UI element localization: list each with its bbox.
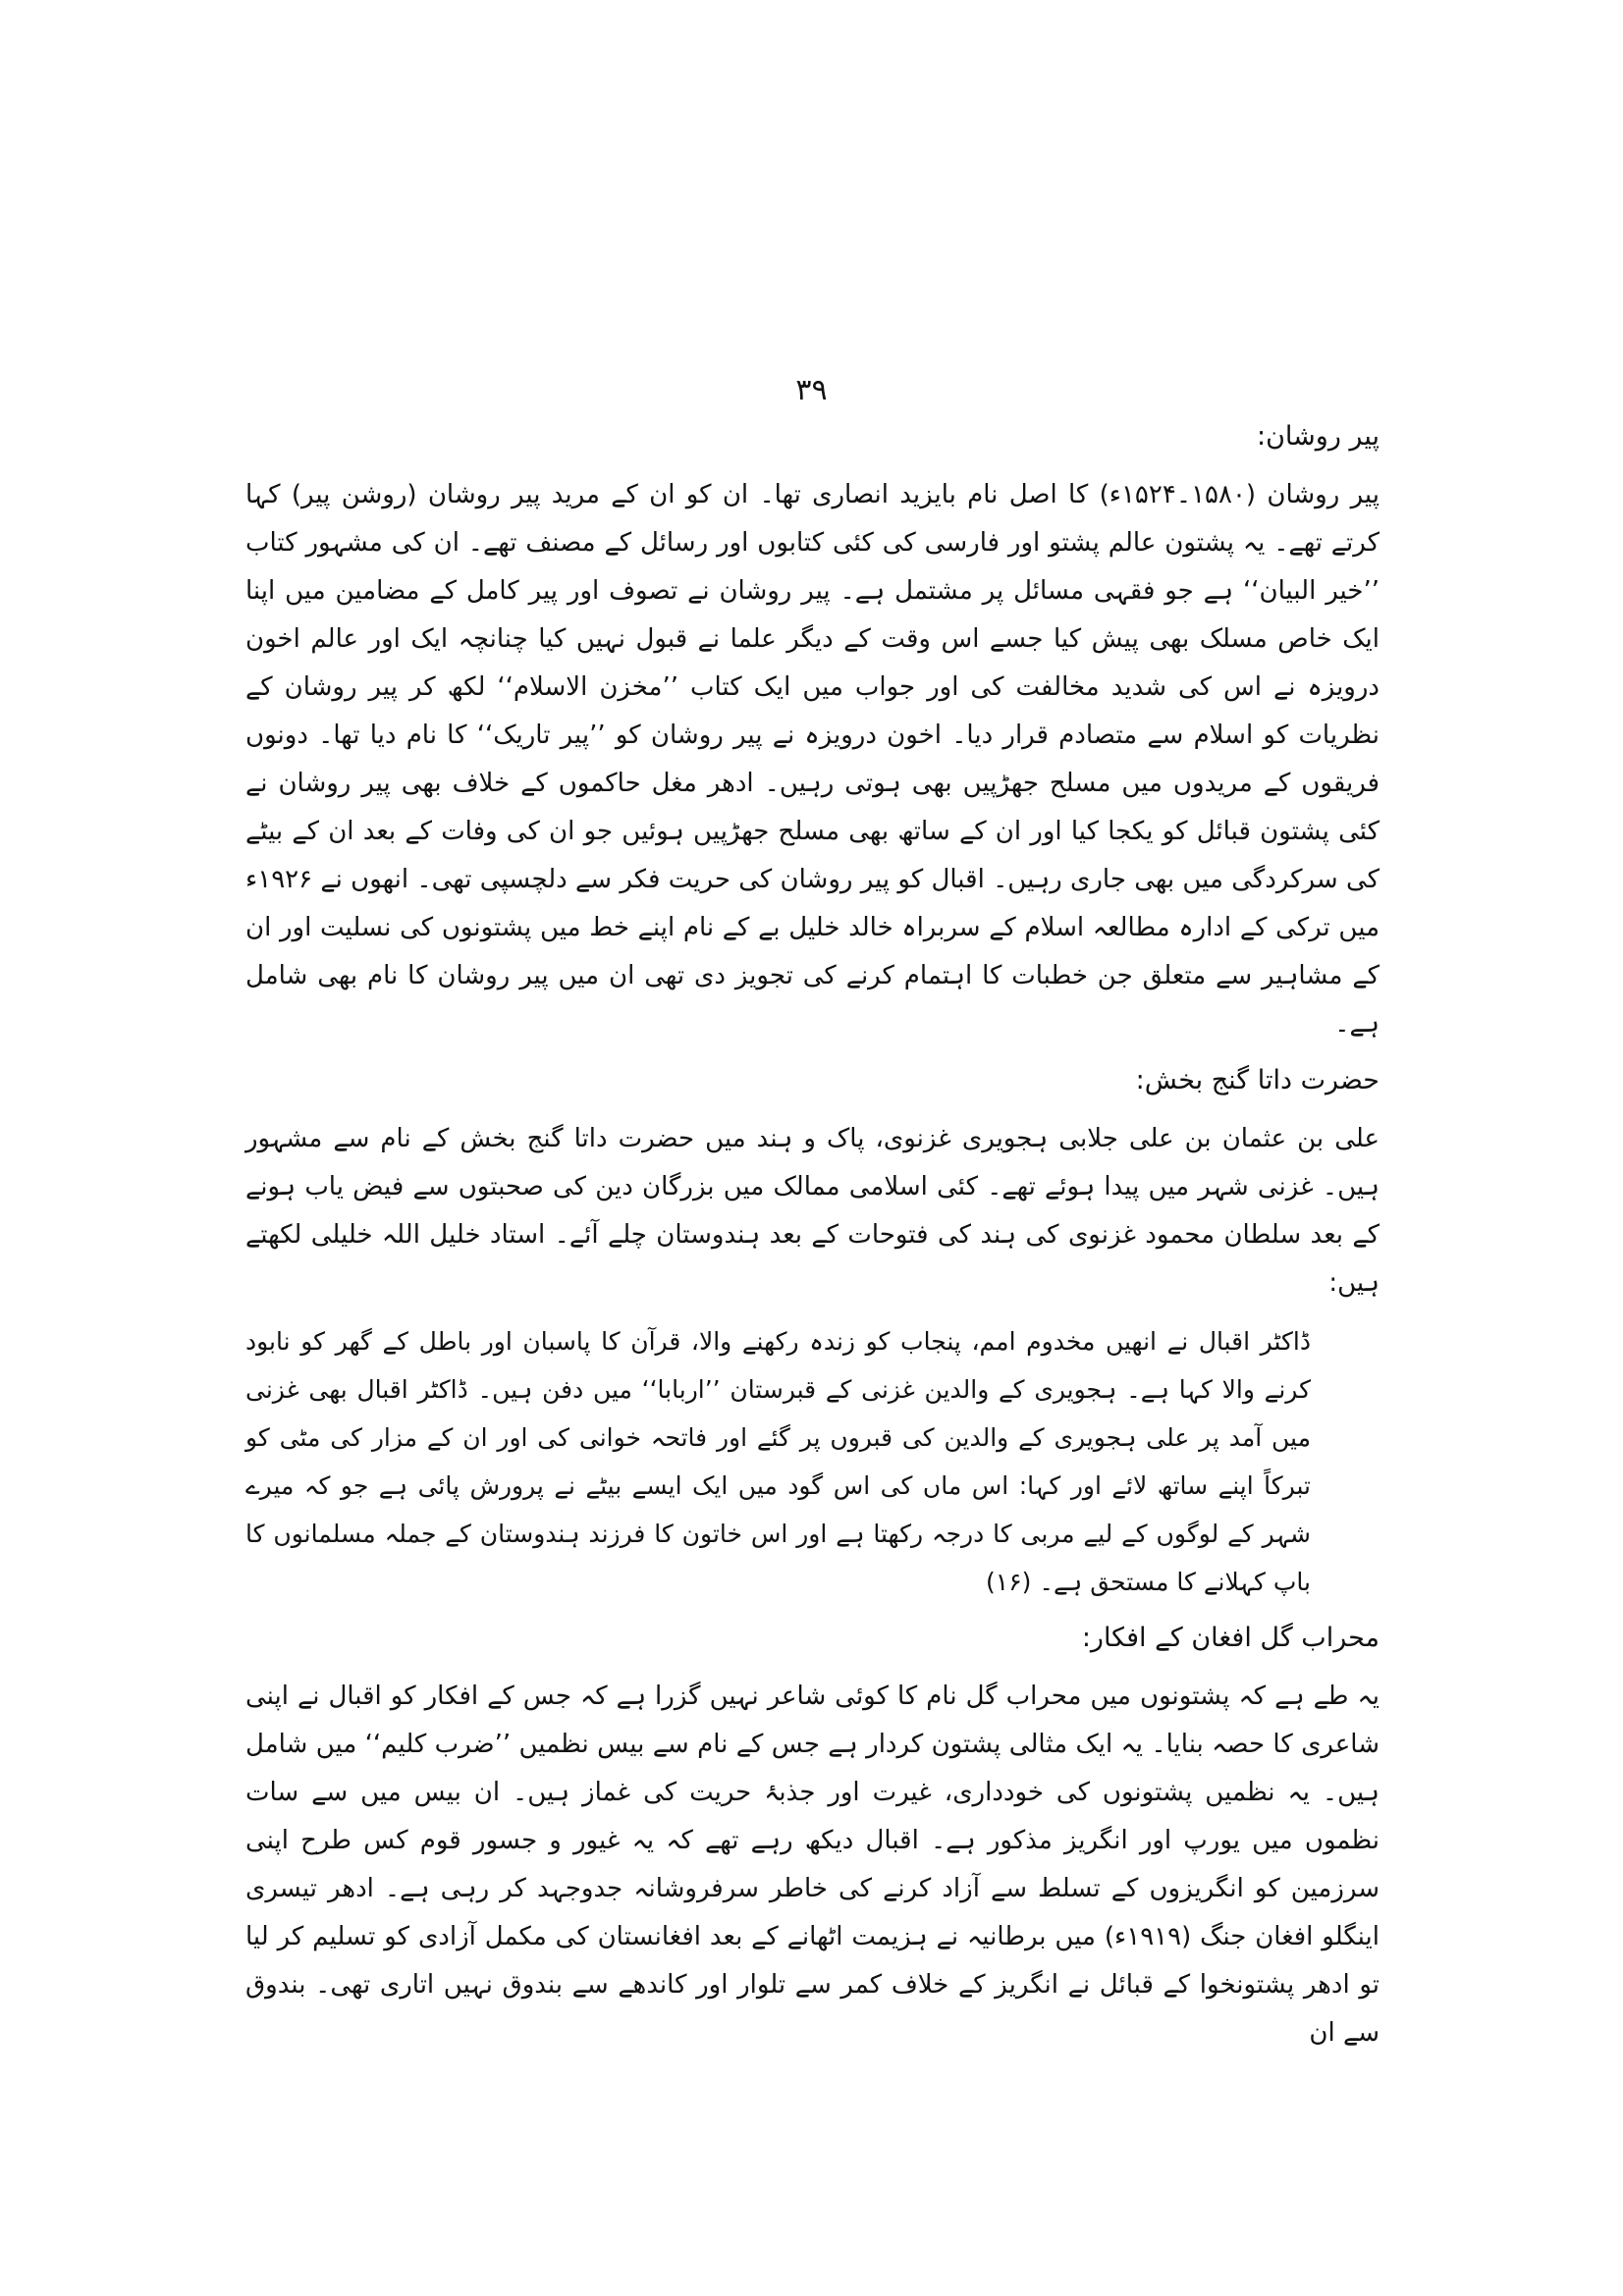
section-paragraph: پیر روشان (۱۵۸۰۔۱۵۲۴ء) کا اصل نام بایزید انصاری تھا۔ ان کو ان کے مرید پیر روشان (روشن پیر) کہا کرتے تھے۔ یہ پشتون عالم پشتو اور فارسی کی کئی کتابوں اور رسائل کے مصنف تھے۔ ان کی مشہور کتاب ’’خیر البیان‘‘ ہے جو فقہی مسائل پر مشتمل ہے۔ پیر روشان نے تصوف اور پیر کامل کے مضامین میں اپنا ایک خاص مسلک بھی پیش کیا جسے اس وقت کے دیگر علما نے قبول نہیں کیا چنانچہ ایک اور عالم اخون درویزہ نے اس کی شدید مخالفت کی اور جواب میں ایک کتاب ’’مخزن الاسلام‘‘ لکھ کر پیر روشان کے نظریات کو اسلام سے متصادم قرار دیا۔ اخون درویزہ نے پیر روشان کو ’’پیر تاریک‘‘ کا نام دیا تھا۔ دونوں فریقوں کے مریدوں میں مسلح جھڑپیں بھی ہوتی رہیں۔ ادھر مغل حاکموں کے خلاف بھی پیر روشان نے کئی پشتون قبائل کو یکجا کیا اور ان کے ساتھ بھی مسلح جھڑپیں ہوئیں جو ان کی وفات کے بعد ان کے بیٹے کی سرکردگی میں بھی جاری رہیں۔ اقبال کو پیر روشان کی حریت فکر سے دلچسپی تھی۔ انھوں نے ۱۹۲۶ء میں ترکی کے ادارہ مطالعہ اسلام کے سربراہ خالد خلیل بے کے نام اپنے خط میں پشتونوں کی نسلیت اور ان کے مشاہیر سے متعلق جن خطبات کا اہتمام کرنے کی تجویز دی تھی ان میں پیر روشان کا نام بھی شامل ہے۔ <box>245 480 1380 1039</box>
section-heading: محراب گل افغان کے افکار: <box>1081 1623 1380 1653</box>
section-data-ganj-bakhsh <box>245 1058 1380 1606</box>
page-body <box>245 414 1380 2059</box>
section-paragraph: علی بن عثمان بن علی جلابی ہجویری غزنوی، پاک و ہند میں حضرت داتا گنج بخش کے نام سے مشہور ہیں۔ غزنی شہر میں پیدا ہوئے تھے۔ کئی اسلامی ممالک میں بزرگان دین کی صحبتوں سے فیض یاب ہونے کے بعد سلطان محمود غزنوی کی ہند کی فتوحات کے بعد ہندوستان چلے آئے۔ استاد خلیل اللہ خلیلی لکھتے ہیں: <box>245 1124 1380 1298</box>
block-quote: ڈاکٹر اقبال نے انھیں مخدوم امم، پنجاب کو زندہ رکھنے والا، قرآن کا پاسبان اور باطل کے گھر کو نابود کرنے والا کہا ہے۔ ہجویری کے والدین غزنی کے قبرستان ’’اربابا‘‘ میں دفن ہیں۔ ڈاکٹر اقبال بھی غزنی میں آمد پر علی ہجویری کے والدین کی قبروں پر گئے اور فاتحہ خوانی کی اور ان کے مزار کی مٹی کو تبرکاً اپنے ساتھ لائے اور کہا: اس ماں کی اس گود میں ایک ایسے بیٹے نے پرورش پائی ہے جو کہ میرے شہر کے لوگوں کے لیے مربی کا درجہ رکھتا ہے اور اس خاتون کا فرزند ہندوستان کے جملہ مسلمانوں کا باپ کہلانے کا مستحق ہے۔ (۱۶) <box>245 1327 1311 1596</box>
section-heading: پیر روشان: <box>1257 421 1380 452</box>
section-mehrab-gul-afghan <box>245 1616 1380 2057</box>
section-heading: حضرت داتا گنج بخش: <box>1135 1065 1380 1095</box>
section-pir-roshan <box>245 414 1380 1048</box>
page-number: ۳۹ <box>795 373 828 407</box>
section-paragraph: یہ طے ہے کہ پشتونوں میں محراب گل نام کا کوئی شاعر نہیں گزرا ہے کہ جس کے افکار کو اقبال نے اپنی شاعری کا حصہ بنایا۔ یہ ایک مثالی پشتون کردار ہے جس کے نام سے بیس نظمیں ’’ضرب کلیم‘‘ میں شامل ہیں۔ یہ نظمیں پشتونوں کی خودداری، غیرت اور جذبۂ حریت کی غماز ہیں۔ ان بیس میں سے سات نظموں میں یورپ اور انگریز مذکور ہے۔ اقبال دیکھ رہے تھے کہ یہ غیور و جسور قوم کس طرح اپنی سرزمین کو انگریزوں کے تسلط سے آزاد کرنے کی خاطر سرفروشانہ جدوجہد کر رہی ہے۔ ادھر تیسری اینگلو افغان جنگ (۱۹۱۹ء) میں برطانیہ نے ہزیمت اٹھانے کے بعد افغانستان کی مکمل آزادی کو تسلیم کر لیا تو ادھر پشتونخوا کے قبائل نے انگریز کے خلاف کمر سے تلوار اور کاندھے سے بندوق نہیں اتاری تھی۔ بندوق سے ان <box>245 1682 1380 2048</box>
